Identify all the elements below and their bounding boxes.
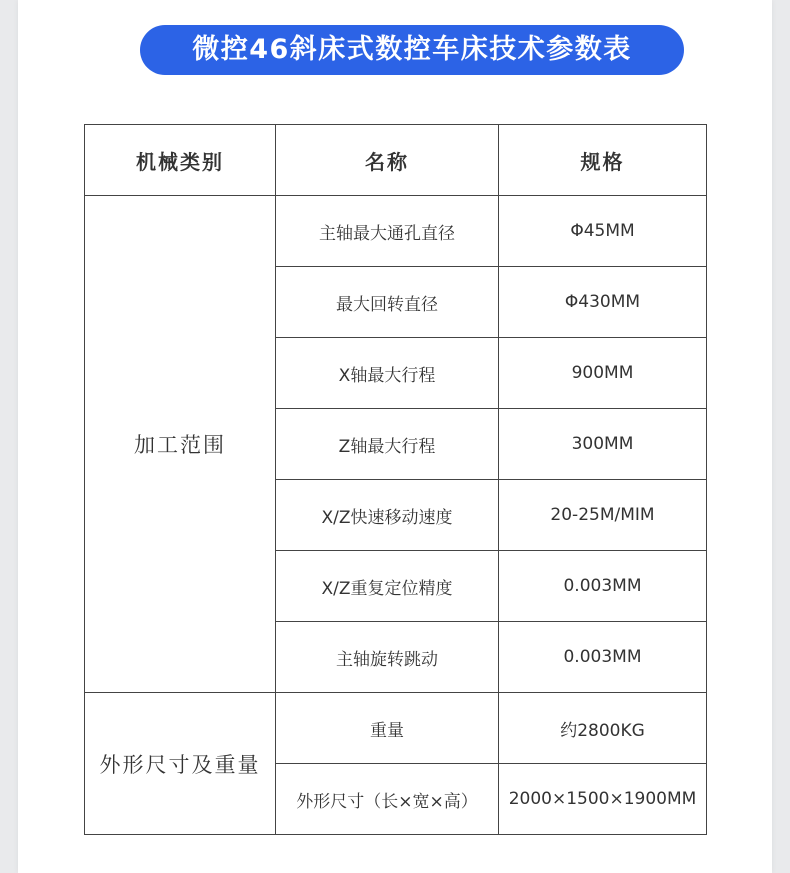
param-spec: 2000×1500×1900MM — [499, 764, 707, 835]
header-category: 机械类别 — [85, 125, 276, 196]
param-spec: 0.003MM — [499, 551, 707, 622]
page-title: 微控46斜床式数控车床技术参数表 — [140, 25, 684, 75]
param-spec: Φ45MM — [499, 196, 707, 267]
param-name: X/Z重复定位精度 — [276, 551, 499, 622]
category-cell: 外形尺寸及重量 — [85, 693, 276, 835]
param-name: 主轴最大通孔直径 — [276, 196, 499, 267]
param-spec: 300MM — [499, 409, 707, 480]
table-header-row — [85, 125, 707, 196]
param-spec: 约2800KG — [499, 693, 707, 764]
param-name: X轴最大行程 — [276, 338, 499, 409]
param-name: Z轴最大行程 — [276, 409, 499, 480]
param-name: X/Z快速移动速度 — [276, 480, 499, 551]
param-spec: 0.003MM — [499, 622, 707, 693]
param-spec: Φ430MM — [499, 267, 707, 338]
header-spec: 规格 — [499, 125, 707, 196]
param-spec: 900MM — [499, 338, 707, 409]
param-name: 外形尺寸（长×宽×高） — [276, 764, 499, 835]
param-name: 最大回转直径 — [276, 267, 499, 338]
param-name: 重量 — [276, 693, 499, 764]
param-spec: 20-25M/MIM — [499, 480, 707, 551]
table-row — [85, 196, 707, 267]
spec-table — [84, 124, 707, 835]
category-cell: 加工范围 — [85, 196, 276, 693]
table-row — [85, 693, 707, 764]
param-name: 主轴旋转跳动 — [276, 622, 499, 693]
header-name: 名称 — [276, 125, 499, 196]
